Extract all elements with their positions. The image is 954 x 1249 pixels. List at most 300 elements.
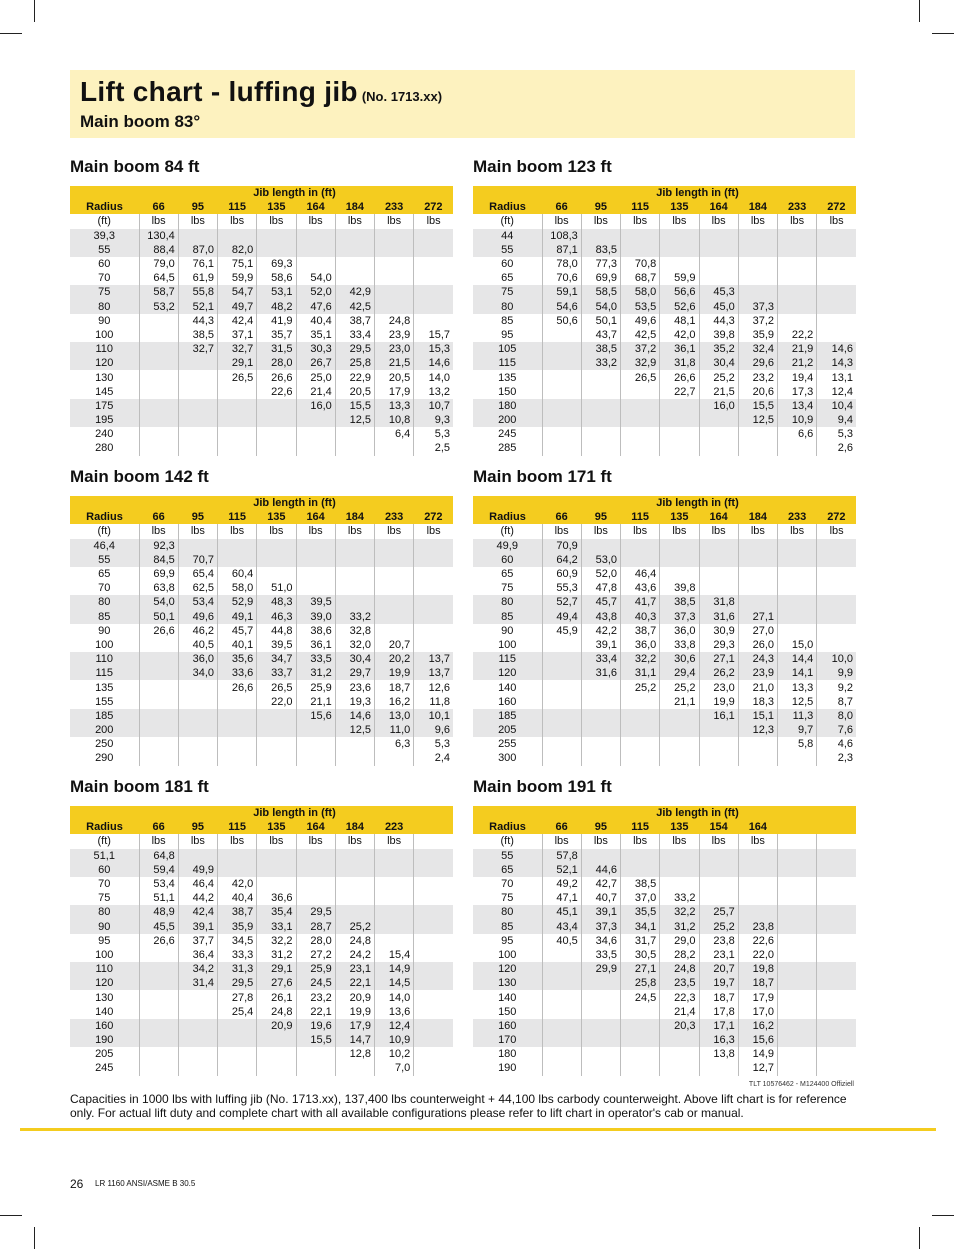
capacity-cell <box>778 581 817 595</box>
capacity-cell: 45,7 <box>581 595 620 609</box>
table-row <box>473 624 856 638</box>
radius-cell: 80 <box>473 905 542 919</box>
capacity-cell: 43,8 <box>581 610 620 624</box>
capacity-cell <box>621 695 660 709</box>
table-row <box>70 427 453 441</box>
capacity-cell: 25,2 <box>699 920 738 934</box>
capacity-cell: 30,9 <box>699 624 738 638</box>
capacity-cell <box>778 1019 817 1033</box>
capacity-cell <box>778 1061 817 1075</box>
capacity-cell <box>738 441 777 455</box>
capacity-cell <box>335 553 374 567</box>
table-row <box>473 370 856 384</box>
capacity-cell <box>581 229 620 243</box>
capacity-cell: 53,4 <box>178 595 217 609</box>
radius-cell: 185 <box>70 709 139 723</box>
capacity-cell <box>778 962 817 976</box>
radius-cell: 80 <box>473 300 542 314</box>
capacity-cell: 42,4 <box>178 905 217 919</box>
capacity-cell: 40,4 <box>218 891 257 905</box>
capacity-cell <box>699 1061 738 1075</box>
capacity-cell: 25,9 <box>296 962 335 976</box>
capacity-cell: 30,4 <box>335 652 374 666</box>
capacity-cell <box>542 1061 581 1075</box>
capacity-cell: 130,4 <box>139 229 178 243</box>
radius-cell: 46,4 <box>70 539 139 553</box>
capacity-cell <box>218 1019 257 1033</box>
radius-cell: 75 <box>473 285 542 299</box>
capacity-cell: 19,9 <box>335 1005 374 1019</box>
capacity-cell <box>738 891 777 905</box>
capacity-cell: 59,9 <box>218 271 257 285</box>
capacity-cell: 69,3 <box>257 257 296 271</box>
table-row <box>70 920 453 934</box>
capacity-cell: 63,8 <box>139 581 178 595</box>
capacity-cell <box>414 962 453 976</box>
capacity-cell: 15,6 <box>738 1033 777 1047</box>
capacity-cell: 15,3 <box>414 342 453 356</box>
capacity-cell <box>375 849 414 863</box>
jib-length-cell: 233 <box>375 200 414 214</box>
capacity-cell: 13,2 <box>428 385 450 398</box>
capacity-cell <box>542 342 581 356</box>
capacity-cell <box>375 581 414 595</box>
capacity-cell: 34,0 <box>178 666 217 680</box>
radius-cell: 90 <box>473 624 542 638</box>
capacity-cell <box>621 1019 660 1033</box>
capacity-cell <box>414 905 453 919</box>
capacity-cell <box>542 413 581 427</box>
capacity-cell: 52,6 <box>660 300 699 314</box>
capacity-cell: 18,7 <box>375 680 414 694</box>
capacity-cell: 32,8 <box>335 624 374 638</box>
radius-header: Radius <box>70 200 139 214</box>
capacity-cell: 49,4 <box>542 610 581 624</box>
capacity-cell <box>778 849 817 863</box>
page-subtitle: Main boom 83° <box>80 112 201 131</box>
section-title: Main boom 123 ft <box>473 157 612 176</box>
header-cell <box>70 186 139 200</box>
unit-cell: lbs <box>335 524 374 538</box>
capacity-cell: 40,5 <box>178 638 217 652</box>
crop-mark <box>34 1227 35 1249</box>
capacity-cell: 46,2 <box>178 624 217 638</box>
capacity-cell <box>296 539 335 553</box>
capacity-cell: 29,9 <box>581 962 620 976</box>
capacity-cell: 76,1 <box>178 257 217 271</box>
header-row <box>473 806 856 820</box>
capacity-cell <box>178 427 217 441</box>
crop-mark <box>0 33 22 34</box>
unit-cell <box>414 834 453 848</box>
header-row <box>70 496 453 510</box>
capacity-cell <box>296 243 335 257</box>
units-row <box>473 834 856 848</box>
capacity-cell <box>581 976 620 990</box>
capacity-cell: 30,6 <box>660 652 699 666</box>
table-row <box>473 553 856 567</box>
capacity-cell: 34,1 <box>621 920 660 934</box>
capacity-cell: 58,5 <box>581 285 620 299</box>
capacity-cell: 31,8 <box>699 595 738 609</box>
capacity-cell <box>817 920 856 934</box>
capacity-cell: 36,1 <box>660 342 699 356</box>
capacity-cell <box>257 877 296 891</box>
radius-cell: 85 <box>473 610 542 624</box>
capacity-cell: 57,8 <box>542 849 581 863</box>
jib-length-cell: 223 <box>375 820 414 834</box>
capacity-cell <box>375 610 414 624</box>
jib-length-cell: 164 <box>296 510 335 524</box>
capacity-cell: 48,9 <box>139 905 178 919</box>
capacity-cell: 22,1 <box>335 976 374 990</box>
header-cell <box>70 496 139 510</box>
unit-cell: lbs <box>738 834 777 848</box>
capacity-cell <box>542 751 581 765</box>
capacity-cell: 51,0 <box>257 581 296 595</box>
table-row <box>70 652 453 666</box>
table-row <box>473 695 856 709</box>
radius-cell: 100 <box>70 948 139 962</box>
capacity-cell: 17,8 <box>699 1005 738 1019</box>
capacity-cell <box>414 934 453 948</box>
capacity-cell <box>660 1061 699 1075</box>
capacity-cell: 13,3 <box>375 399 414 413</box>
units-row <box>473 214 856 228</box>
radius-cell: 200 <box>473 413 542 427</box>
capacity-cell: 10,4 <box>817 399 856 413</box>
radius-cell: 85 <box>70 610 139 624</box>
radius-cell: 160 <box>473 695 542 709</box>
radius-unit: (ft) <box>473 524 542 538</box>
capacity-cell: 24,3 <box>738 652 777 666</box>
capacity-cell <box>414 314 453 328</box>
capacity-cell: 39,0 <box>296 610 335 624</box>
capacity-cell: 32,9 <box>621 356 660 370</box>
capacity-cell <box>660 737 699 751</box>
capacity-cell <box>296 441 335 455</box>
capacity-cell <box>257 863 296 877</box>
radius-cell: 55 <box>70 243 139 257</box>
capacity-cell <box>414 891 453 905</box>
capacity-cell <box>542 737 581 751</box>
capacity-cell <box>296 1061 335 1075</box>
capacity-cell <box>335 229 374 243</box>
capacity-cell <box>414 976 453 990</box>
capacity-cell <box>699 243 738 257</box>
radius-cell: 70 <box>70 271 139 285</box>
capacity-cell <box>581 539 620 553</box>
capacity-cell: 64,5 <box>139 271 178 285</box>
capacity-cell: 87,0 <box>178 243 217 257</box>
capacity-cell <box>178 399 217 413</box>
capacity-cell: 36,0 <box>621 638 660 652</box>
capacity-cell <box>257 1047 296 1061</box>
capacity-cell: 37,0 <box>621 891 660 905</box>
radius-cell: 160 <box>473 1019 542 1033</box>
radius-cell: 90 <box>70 624 139 638</box>
radius-cell: 300 <box>473 751 542 765</box>
capacity-cell: 11,0 <box>375 723 414 737</box>
capacity-cell: 38,7 <box>621 624 660 638</box>
radius-cell: 95 <box>473 328 542 342</box>
unit-cell <box>778 834 817 848</box>
capacity-cell: 2,3 <box>837 752 853 765</box>
radius-cell: 185 <box>473 709 542 723</box>
capacity-cell: 43,6 <box>621 581 660 595</box>
radius-cell: 180 <box>473 399 542 413</box>
capacity-cell <box>178 356 217 370</box>
capacity-cell: 14,6 <box>817 342 856 356</box>
capacity-cell: 69,9 <box>139 567 178 581</box>
capacity-cell: 19,3 <box>335 695 374 709</box>
capacity-cell: 10,1 <box>414 709 453 723</box>
divider <box>20 1128 936 1131</box>
radius-cell: 55 <box>473 849 542 863</box>
capacity-cell <box>817 638 856 652</box>
capacity-cell: 12,4 <box>375 1019 414 1033</box>
capacity-cell <box>139 695 178 709</box>
table-row <box>473 737 856 751</box>
capacity-cell <box>414 285 453 299</box>
radius-unit: (ft) <box>70 214 139 228</box>
capacity-cell: 27,8 <box>218 990 257 1004</box>
unit-cell: lbs <box>218 524 257 538</box>
capacity-cell <box>296 413 335 427</box>
capacity-cell: 75,1 <box>218 257 257 271</box>
capacity-cell: 54,0 <box>139 595 178 609</box>
radius-cell: 70 <box>473 877 542 891</box>
radius-cell: 75 <box>473 581 542 595</box>
capacity-cell: 52,0 <box>296 285 335 299</box>
capacity-cell: 49,1 <box>218 610 257 624</box>
capacity-cell: 64,2 <box>542 553 581 567</box>
capacity-cell <box>660 1047 699 1061</box>
capacity-cell <box>542 948 581 962</box>
capacity-cell: 22,9 <box>335 370 374 384</box>
capacity-cell: 20,7 <box>375 638 414 652</box>
capacity-cell <box>621 849 660 863</box>
capacity-cell: 33,4 <box>581 652 620 666</box>
capacity-cell <box>257 413 296 427</box>
capacity-cell <box>414 257 453 271</box>
jib-length-cell: 66 <box>542 510 581 524</box>
capacity-cell: 22,0 <box>257 695 296 709</box>
jib-length-cell: 66 <box>139 510 178 524</box>
capacity-cell <box>296 581 335 595</box>
capacity-cell: 36,0 <box>178 652 217 666</box>
capacity-cell <box>738 737 777 751</box>
jib-length-cell: 233 <box>375 510 414 524</box>
capacity-cell <box>778 539 817 553</box>
capacity-cell: 34,5 <box>218 934 257 948</box>
capacity-cell <box>778 229 817 243</box>
capacity-cell <box>414 1061 453 1075</box>
capacity-cell: 18,7 <box>699 990 738 1004</box>
capacity-cell: 46,3 <box>257 610 296 624</box>
unit-cell: lbs <box>178 834 217 848</box>
capacity-cell: 37,3 <box>738 300 777 314</box>
table-row <box>473 638 856 652</box>
capacity-cell: 13,4 <box>778 399 817 413</box>
capacity-cell <box>139 723 178 737</box>
capacity-cell <box>218 553 257 567</box>
unit-cell: lbs <box>581 524 620 538</box>
radius-cell: 105 <box>473 342 542 356</box>
capacity-cell: 39,1 <box>581 638 620 652</box>
radius-cell: 85 <box>473 920 542 934</box>
capacity-cell: 42,0 <box>660 328 699 342</box>
capacity-cell: 11,3 <box>778 709 817 723</box>
table-row <box>473 905 856 919</box>
radius-cell: 120 <box>70 976 139 990</box>
capacity-cell: 21,9 <box>778 342 817 356</box>
capacity-cell: 43,4 <box>542 920 581 934</box>
capacity-cell: 27,1 <box>621 962 660 976</box>
table-row <box>473 934 856 948</box>
capacity-cell <box>778 314 817 328</box>
capacity-cell <box>581 399 620 413</box>
capacity-cell: 70,9 <box>542 539 581 553</box>
radius-cell: 75 <box>473 891 542 905</box>
capacity-cell: 12,5 <box>335 413 374 427</box>
capacity-cell: 33,6 <box>218 666 257 680</box>
radius-cell: 95 <box>70 934 139 948</box>
capacity-cell <box>178 1019 217 1033</box>
table-row <box>473 314 856 328</box>
capacity-cell <box>621 441 660 455</box>
jib-length-cell: 66 <box>542 200 581 214</box>
capacity-cell <box>699 539 738 553</box>
capacity-cell: 35,2 <box>699 342 738 356</box>
capacity-cell: 55,3 <box>542 581 581 595</box>
jib-length-cell <box>414 820 453 834</box>
capacity-cell: 23,8 <box>699 934 738 948</box>
radius-cell: 175 <box>70 399 139 413</box>
unit-cell: lbs <box>296 524 335 538</box>
capacity-cell: 18,7 <box>738 976 777 990</box>
capacity-cell <box>414 595 453 609</box>
capacity-cell: 29,4 <box>660 666 699 680</box>
capacity-cell <box>414 1033 453 1047</box>
capacity-cell <box>660 723 699 737</box>
capacity-cell <box>542 1019 581 1033</box>
capacity-cell: 23,8 <box>738 920 777 934</box>
capacity-cell <box>621 399 660 413</box>
capacity-cell <box>414 849 453 863</box>
capacity-cell: 15,6 <box>296 709 335 723</box>
jib-length-cell <box>778 820 817 834</box>
capacity-cell <box>335 257 374 271</box>
radius-cell: 145 <box>70 385 139 399</box>
capacity-cell: 34,7 <box>257 652 296 666</box>
capacity-cell: 44,3 <box>178 314 217 328</box>
capacity-cell: 21,2 <box>778 356 817 370</box>
capacity-cell: 16,2 <box>738 1019 777 1033</box>
capacity-cell: 14,9 <box>738 1047 777 1061</box>
capacity-cell <box>738 539 777 553</box>
table-row <box>70 314 453 328</box>
capacity-cell: 30,5 <box>621 948 660 962</box>
capacity-cell <box>778 905 817 919</box>
capacity-cell: 92,3 <box>139 539 178 553</box>
radius-cell: 80 <box>70 595 139 609</box>
capacity-cell <box>778 243 817 257</box>
radius-cell: 245 <box>473 427 542 441</box>
capacity-cell <box>218 441 257 455</box>
header-banner <box>70 70 855 138</box>
unit-cell: lbs <box>257 834 296 848</box>
capacity-cell: 82,0 <box>218 243 257 257</box>
capacity-cell <box>542 652 581 666</box>
capacity-cell: 42,2 <box>581 624 620 638</box>
capacity-cell: 40,3 <box>621 610 660 624</box>
unit-cell: lbs <box>218 834 257 848</box>
capacity-cell <box>581 1047 620 1061</box>
capacity-cell: 20,3 <box>660 1019 699 1033</box>
capacity-cell: 36,0 <box>660 624 699 638</box>
capacity-cell <box>581 849 620 863</box>
capacity-cell <box>375 285 414 299</box>
capacity-cell: 52,9 <box>218 595 257 609</box>
capacity-cell <box>660 399 699 413</box>
capacity-cell: 9,7 <box>778 723 817 737</box>
capacity-cell <box>778 553 817 567</box>
capacity-cell <box>738 285 777 299</box>
capacity-cell <box>257 229 296 243</box>
capacity-cell: 12,4 <box>831 385 853 398</box>
model-designation: LR 1160 ANSI/ASME B 30.5 <box>95 1179 196 1188</box>
capacity-cell <box>375 567 414 581</box>
capacity-cell: 23,0 <box>699 680 738 694</box>
capacity-cell: 12,7 <box>738 1061 777 1075</box>
capacity-cell <box>296 427 335 441</box>
capacity-cell <box>296 863 335 877</box>
capacity-cell <box>178 680 217 694</box>
capacity-cell <box>778 990 817 1004</box>
capacity-cell <box>414 243 453 257</box>
capacity-cell <box>257 553 296 567</box>
capacity-cell <box>139 441 178 455</box>
radius-cell: 140 <box>473 680 542 694</box>
capacity-cell: 26,0 <box>738 638 777 652</box>
capacity-cell: 24,5 <box>621 990 660 1004</box>
capacity-cell: 32,7 <box>218 342 257 356</box>
capacity-cell: 55,8 <box>178 285 217 299</box>
unit-cell: lbs <box>542 834 581 848</box>
jib-length-cell: 95 <box>581 200 620 214</box>
capacity-cell: 26,5 <box>257 680 296 694</box>
capacity-cell: 26,5 <box>621 370 660 384</box>
capacity-cell <box>738 553 777 567</box>
table-row <box>473 990 856 1004</box>
table-row <box>473 581 856 595</box>
capacity-cell: 19,6 <box>296 1019 335 1033</box>
section-title: Main boom 142 ft <box>70 467 209 486</box>
capacity-cell: 21,1 <box>296 695 335 709</box>
capacity-cell <box>218 399 257 413</box>
capacity-cell <box>621 413 660 427</box>
capacity-cell <box>178 385 217 399</box>
capacity-cell <box>139 1033 178 1047</box>
capacity-cell <box>178 413 217 427</box>
capacity-cell: 54,0 <box>581 300 620 314</box>
capacity-cell: 26,6 <box>660 370 699 384</box>
capacity-cell: 14,7 <box>335 1033 374 1047</box>
capacity-cell: 26,6 <box>139 624 178 638</box>
capacity-cell <box>218 1047 257 1061</box>
capacity-cell <box>542 356 581 370</box>
